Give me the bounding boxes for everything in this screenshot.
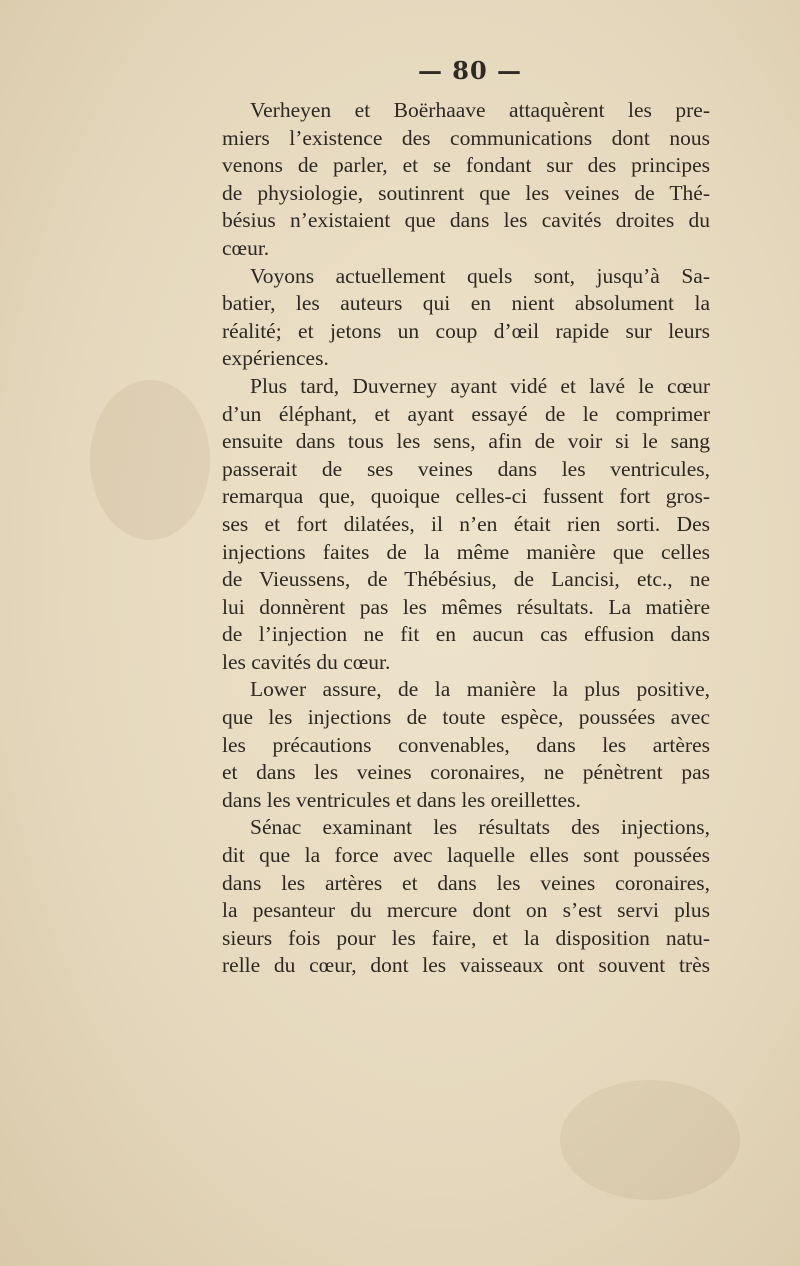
text-line: miers l’existence des communications dont nous (222, 125, 710, 150)
paper-stain (560, 1080, 740, 1200)
text-line: lui donnèrent pas les mêmes résultats. La matière (222, 594, 710, 619)
text-line: Verheyen et Boërhaave attaquèrent les pre- (250, 98, 710, 122)
text-line: cœur. (222, 235, 270, 260)
text-line: d’un éléphant, et ayant essayé de le comprimer (222, 401, 710, 426)
paper-stain (90, 380, 210, 540)
text-line: Voyons actuellement quels sont, jusqu’à Sa- (250, 263, 710, 288)
text-line: Plus tard, Duverney ayant vidé et lavé le cœur (250, 373, 710, 398)
text-line: batier, les auteurs qui en nient absolument la (222, 291, 710, 316)
text-line: et dans les veines coronaires, ne pénètrent pas (222, 760, 710, 785)
body-text (222, 97, 710, 980)
text-line: venons de parler, et se fondant sur des principes (222, 153, 710, 178)
text-line: les précautions convenables, dans les artères (222, 732, 710, 757)
text-line: injections faites de la même manière que celles (222, 539, 710, 564)
text-line: les cavités du cœur. (222, 649, 391, 674)
text-line: sieurs fois pour les faire, et la disposition natu- (222, 925, 710, 950)
text-line: de physiologie, soutinrent que les veines de Thé- (222, 180, 710, 205)
text-line: la pesanteur du mercure dont on s’est servi plus (222, 898, 710, 923)
text-line: de l’injection ne fit en aucun cas effusion dans (222, 622, 710, 647)
text-line: ses et fort dilatées, il n’en était rien sorti. Des (222, 511, 710, 536)
text-line: bésius n’existaient que dans les cavités droites du (222, 208, 710, 233)
text-line: remarqua que, quoique celles-ci fussent fort gros- (222, 484, 710, 509)
text-line: que les injections de toute espèce, poussées avec (222, 705, 710, 730)
text-line: passerait de ses veines dans les ventricules, (222, 456, 710, 481)
text-line: dans les artères et dans les veines coronaires, (222, 870, 710, 895)
text-line: expériences. (222, 346, 329, 371)
text-line: dit que la force avec laquelle elles sont poussées (222, 843, 710, 868)
text-line: réalité; et jetons un coup d’œil rapide sur leurs (222, 318, 710, 343)
text-line: ensuite dans tous les sens, afin de voir si le sang (222, 429, 710, 454)
page-number: — 80 — (417, 56, 523, 85)
text-line: de Vieussens, de Thébésius, de Lancisi, etc., ne (222, 567, 710, 592)
text-line: Sénac examinant les résultats des injections, (250, 815, 710, 840)
text-line: relle du cœur, dont les vaisseaux ont souvent très (222, 953, 710, 978)
text-line: dans les ventricules et dans les oreillettes. (222, 787, 581, 812)
text-line: Lower assure, de la manière la plus positive, (250, 677, 710, 702)
